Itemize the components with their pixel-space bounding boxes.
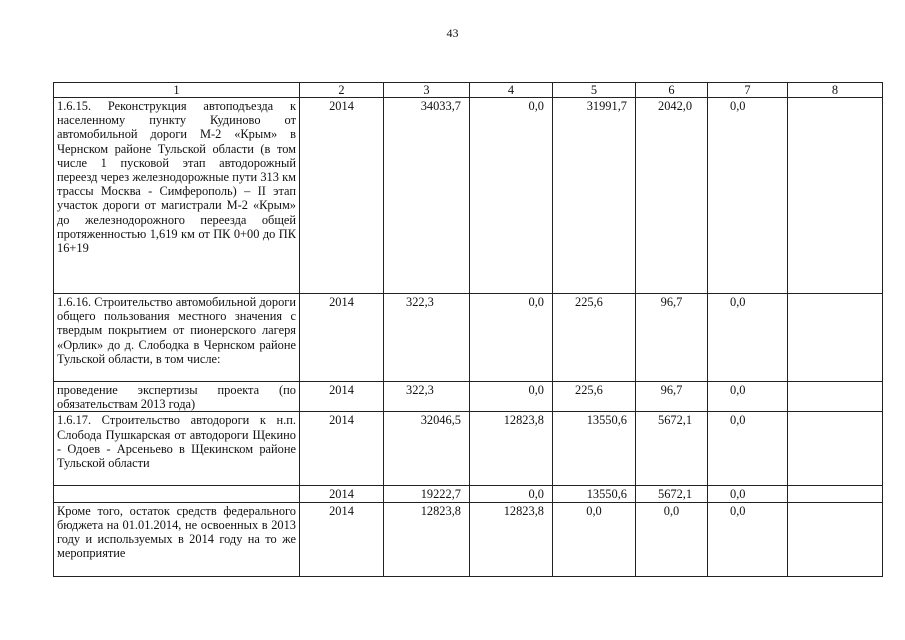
- row-year: 2014: [300, 382, 384, 412]
- row-notes: [788, 502, 883, 576]
- row-notes: [788, 382, 883, 412]
- row-year: 2014: [300, 502, 384, 576]
- row-total: 19222,7: [384, 486, 470, 502]
- table-row: [54, 98, 883, 294]
- row-notes: [788, 412, 883, 486]
- row-regional: 0,0: [553, 502, 636, 576]
- header-cell-8: 8: [788, 83, 883, 98]
- row-total: 34033,7: [384, 98, 470, 294]
- header-cell-2: 2: [300, 83, 384, 98]
- header-cell-3: 3: [384, 83, 470, 98]
- row-notes: [788, 486, 883, 502]
- row-regional: 13550,6: [553, 412, 636, 486]
- row-municipal: 2042,0: [636, 98, 708, 294]
- row-municipal: 0,0: [636, 502, 708, 576]
- row-description: [54, 486, 300, 502]
- row-municipal: 5672,1: [636, 486, 708, 502]
- row-total: 322,3: [384, 382, 470, 412]
- table-row: [54, 412, 883, 486]
- row-other: 0,0: [708, 382, 788, 412]
- row-municipal: 5672,1: [636, 412, 708, 486]
- row-federal: 0,0: [470, 294, 553, 382]
- row-municipal: 96,7: [636, 294, 708, 382]
- row-year: 2014: [300, 294, 384, 382]
- header-cell-6: 6: [636, 83, 708, 98]
- table-row: [54, 486, 883, 502]
- row-year: 2014: [300, 412, 384, 486]
- row-notes: [788, 98, 883, 294]
- row-other: 0,0: [708, 412, 788, 486]
- row-total: 32046,5: [384, 412, 470, 486]
- header-cell-7: 7: [708, 83, 788, 98]
- row-municipal: 96,7: [636, 382, 708, 412]
- row-year: 2014: [300, 98, 384, 294]
- row-description: проведение экспертизы проекта (по обязательствам 2013 года): [54, 382, 300, 412]
- header-cell-4: 4: [470, 83, 553, 98]
- header-cell-5: 5: [553, 83, 636, 98]
- row-regional: 225,6: [553, 294, 636, 382]
- row-regional: 31991,7: [553, 98, 636, 294]
- row-federal: 12823,8: [470, 412, 553, 486]
- row-regional: 225,6: [553, 382, 636, 412]
- page-number: 43: [446, 26, 459, 40]
- row-total: 12823,8: [384, 502, 470, 576]
- budget-table: [53, 82, 883, 577]
- row-total: 322,3: [384, 294, 470, 382]
- row-description: Кроме того, остаток средств федерального бюджета на 01.01.2014, не освоенных в 2013 году и используемых в 2014 году на то же мероприятие: [54, 502, 300, 576]
- row-federal: 0,0: [470, 98, 553, 294]
- table-header-row: [54, 83, 883, 98]
- row-federal: 12823,8: [470, 502, 553, 576]
- row-description: 1.6.17. Строительство автодороги к н.п. Слобода Пушкарская от автодороги Щекино - Одоев - Арсеньево в Щекинском районе Тульской области: [54, 412, 300, 486]
- row-other: 0,0: [708, 502, 788, 576]
- table-row: [54, 502, 883, 576]
- row-other: 0,0: [708, 294, 788, 382]
- row-regional: 13550,6: [553, 486, 636, 502]
- header-cell-1: 1: [54, 83, 300, 98]
- row-notes: [788, 294, 883, 382]
- row-federal: 0,0: [470, 382, 553, 412]
- table-row: [54, 382, 883, 412]
- row-year: 2014: [300, 486, 384, 502]
- row-description: 1.6.15. Реконструкция автоподъезда к населенному пункту Кудиново от автомобильной дороги М-2 «Крым» в Чернском районе Тульской области (в том числе 1 пусковой этап автодорожный переезд через железнодорожные пути 313 км трассы Москва - Симферополь) – II этап участок дороги от магистрали М-2 «Крым» до железнодорожного переезда общей протяженностью 1,619 км от ПК 0+00 до ПК 16+19: [54, 98, 300, 294]
- row-description: 1.6.16. Строительство автомобильной дороги общего пользования местного значения с твердым покрытием от пионерского лагеря «Орлик» до д. Слободка в Чернском районе Тульской области, в том числе:: [54, 294, 300, 382]
- row-other: 0,0: [708, 486, 788, 502]
- table-row: [54, 294, 883, 382]
- row-federal: 0,0: [470, 486, 553, 502]
- row-other: 0,0: [708, 98, 788, 294]
